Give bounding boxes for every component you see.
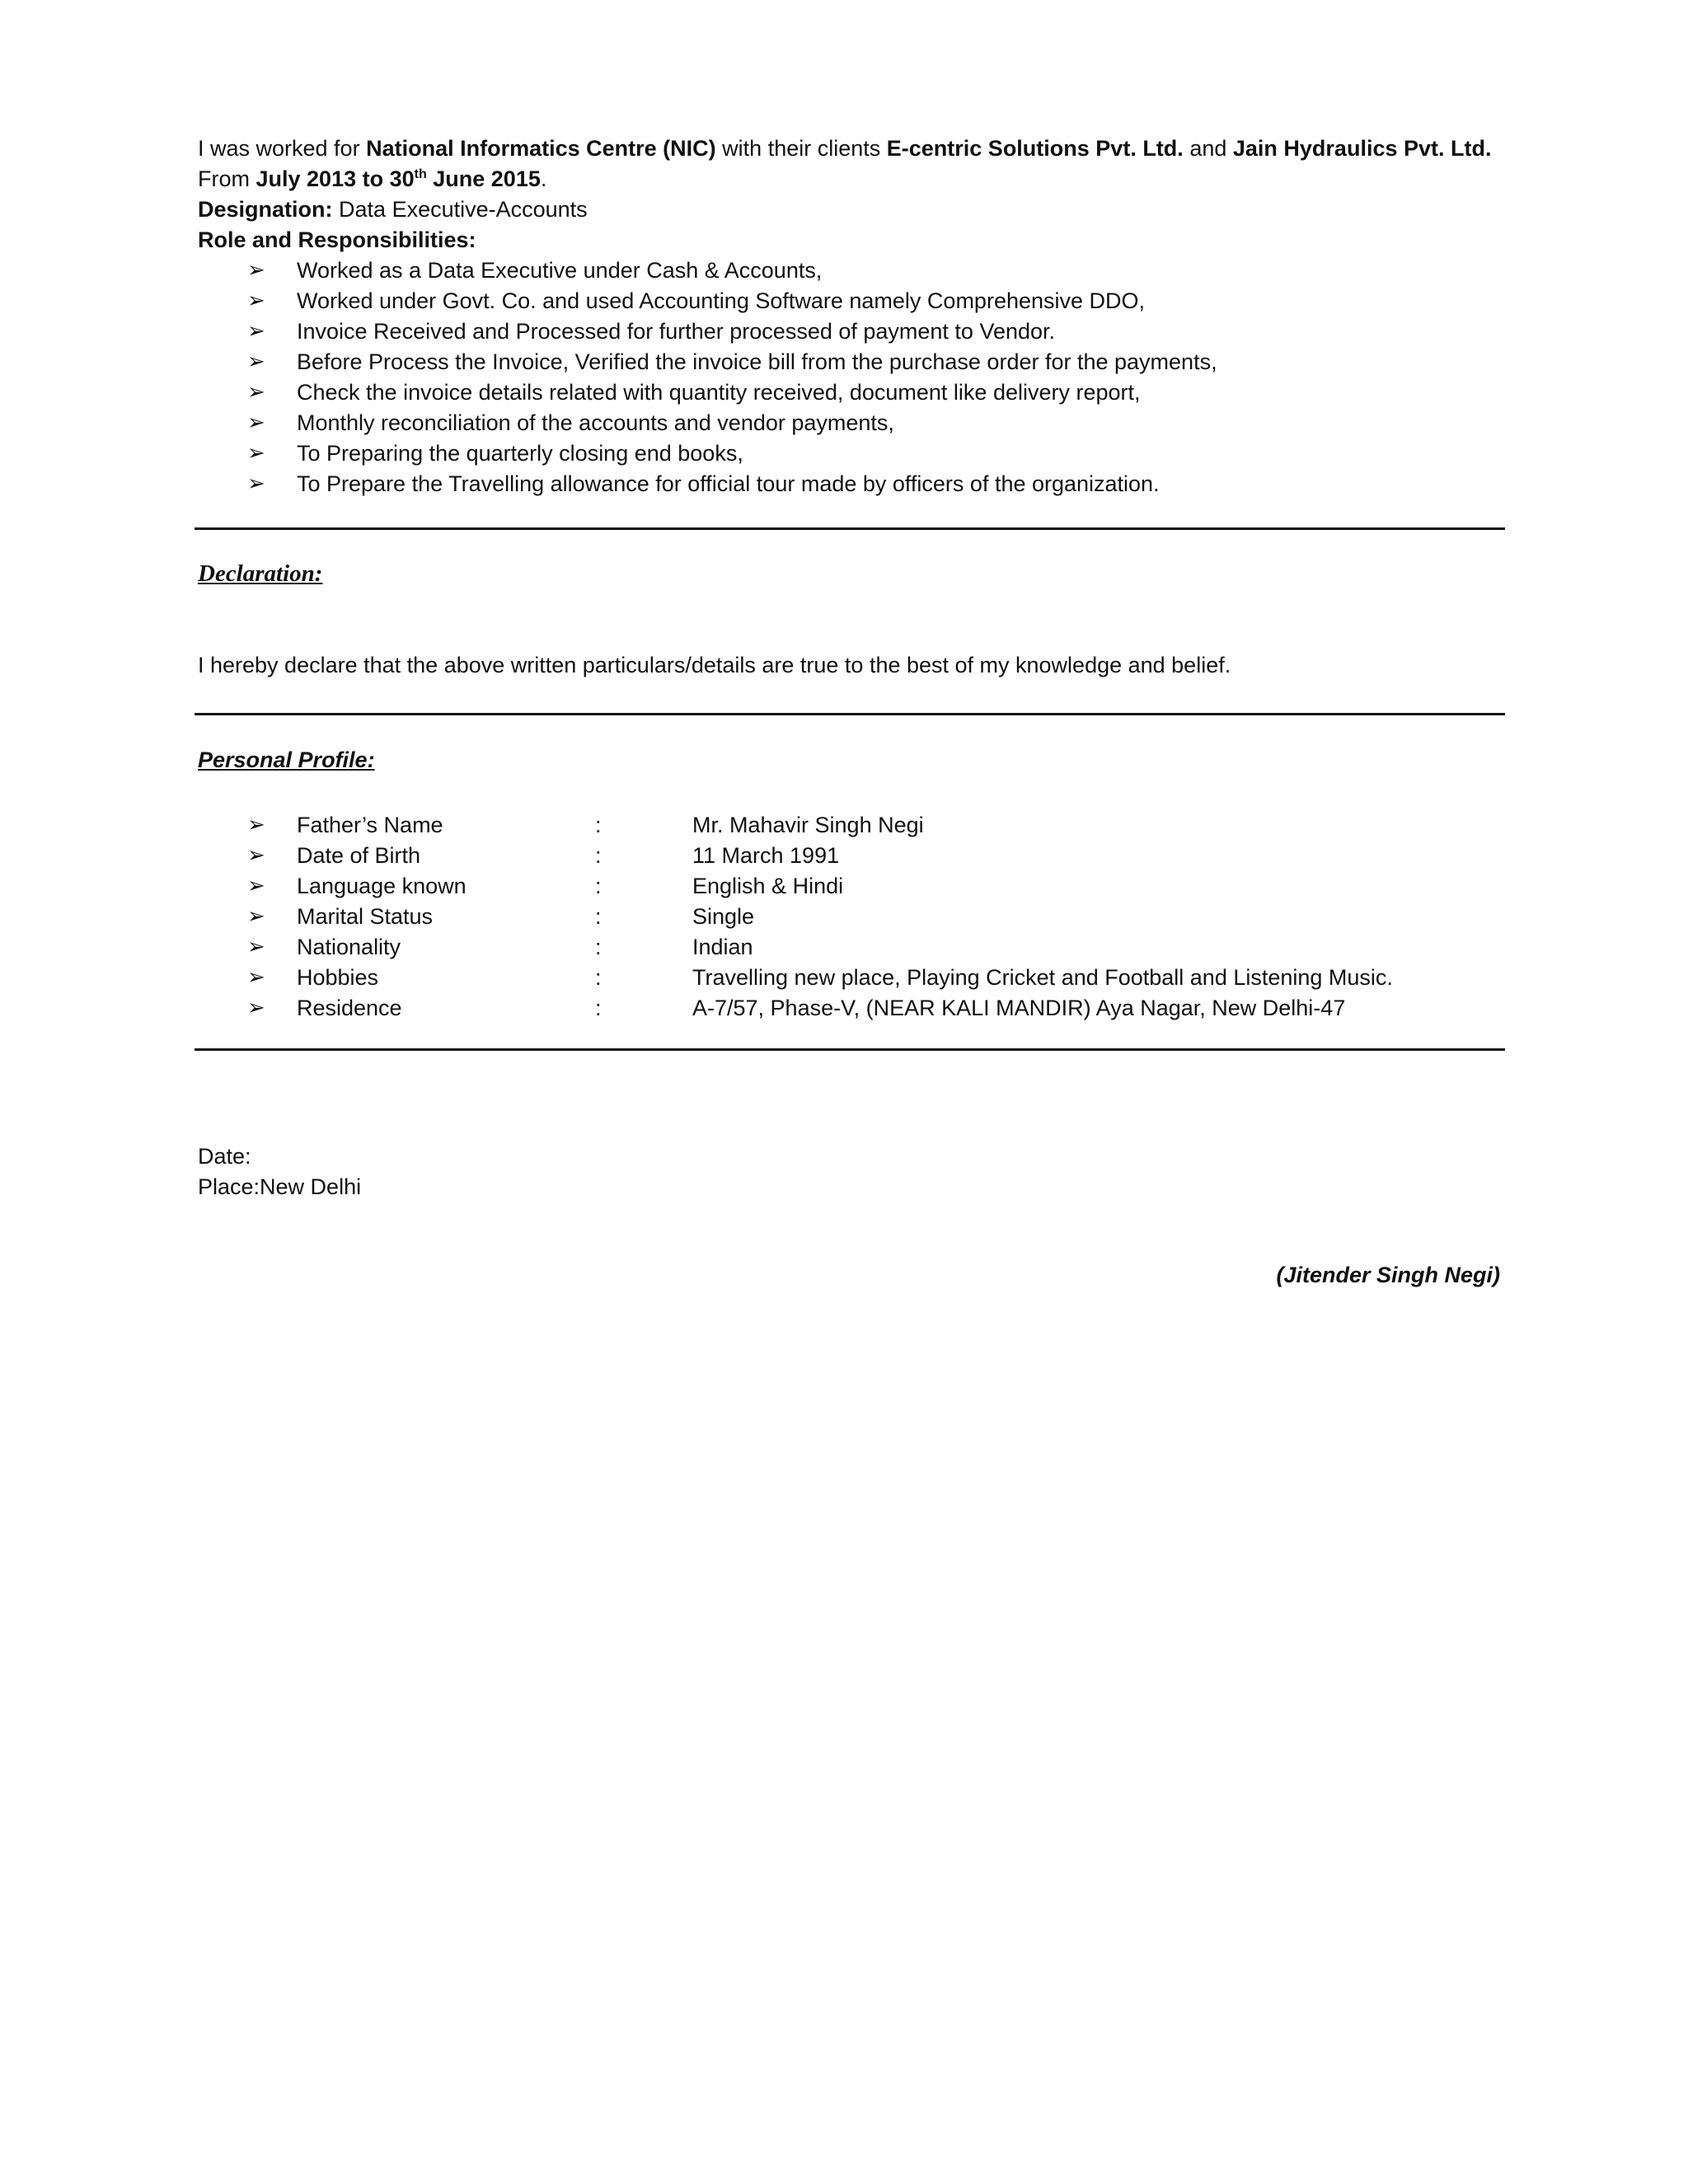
- list-item-text: Worked as a Data Executive under Cash & Accounts,: [297, 258, 823, 283]
- signature-name: (Jitender Singh Negi): [1276, 1263, 1500, 1287]
- list-item: [247, 316, 1484, 347]
- list-item-text: Worked under Govt. Co. and used Accounting Software namely Comprehensive DDO,: [297, 288, 1146, 313]
- profile-label: Residence: [297, 996, 402, 1020]
- date-line: [198, 1141, 361, 1172]
- profile-row: [247, 841, 1484, 871]
- intro-prefix: I was worked for: [198, 136, 360, 161]
- period-superscript: th: [414, 167, 427, 181]
- place-value: New Delhi: [260, 1174, 362, 1199]
- arrow-bullet-icon: ➢: [247, 843, 265, 868]
- arrow-bullet-icon: ➢: [247, 471, 265, 496]
- profile-value: Indian: [692, 935, 753, 959]
- section-divider: [195, 527, 1505, 530]
- arrow-bullet-icon: ➢: [247, 996, 265, 1020]
- profile-separator: :: [595, 904, 602, 929]
- profile-separator: :: [595, 813, 602, 837]
- list-item-text: To Preparing the quarterly closing end books,: [297, 441, 743, 466]
- list-item-text: Before Process the Invoice, Verified the invoice bill from the purchase order for the payments,: [297, 349, 1217, 374]
- place-label: Place:: [198, 1174, 260, 1199]
- profile-row: [247, 963, 1484, 993]
- roles-heading-text: Role and Responsibilities:: [198, 227, 476, 252]
- list-item: [247, 255, 1484, 286]
- list-item-text: Invoice Received and Processed for further processed of payment to Vendor.: [297, 319, 1056, 344]
- profile-value: A-7/57, Phase-V, (NEAR KALI MANDIR) Aya Nagar, New Delhi-47: [692, 996, 1346, 1020]
- profile-label: Language known: [297, 874, 467, 898]
- profile-value: Travelling new place, Playing Cricket and Football and Listening Music.: [692, 965, 1393, 990]
- responsibilities-list: [247, 255, 1484, 499]
- list-item-text: Check the invoice details related with quantity received, document like delivery report,: [297, 380, 1141, 405]
- arrow-bullet-icon: ➢: [247, 380, 265, 405]
- list-item: [247, 408, 1484, 438]
- arrow-bullet-icon: ➢: [247, 813, 265, 837]
- employer-name: National Informatics Centre (NIC): [366, 136, 716, 161]
- arrow-bullet-icon: ➢: [247, 935, 265, 959]
- profile-separator: :: [595, 935, 602, 959]
- period-start: July 2013 to 30: [256, 166, 415, 191]
- arrow-bullet-icon: ➢: [247, 965, 265, 990]
- client-1-name: E-centric Solutions Pvt. Ltd.: [886, 136, 1184, 161]
- from-label: From: [198, 166, 250, 191]
- profile-row: [247, 932, 1484, 963]
- place-line: [198, 1172, 361, 1202]
- arrow-bullet-icon: ➢: [247, 258, 265, 283]
- employment-line: [198, 134, 1500, 164]
- profile-label: Nationality: [297, 935, 401, 959]
- arrow-bullet-icon: ➢: [247, 441, 265, 466]
- designation-label: Designation:: [198, 197, 333, 222]
- list-item-text: To Prepare the Travelling allowance for official tour made by officers of the organization.: [297, 471, 1160, 496]
- experience-section: [198, 134, 1500, 255]
- profile-value: Mr. Mahavir Singh Negi: [692, 813, 924, 837]
- profile-row: [247, 871, 1484, 902]
- profile-label: Date of Birth: [297, 843, 421, 868]
- profile-separator: :: [595, 843, 602, 868]
- profile-row: [247, 993, 1484, 1024]
- section-divider: [195, 1048, 1505, 1051]
- arrow-bullet-icon: ➢: [247, 349, 265, 374]
- period-line: [198, 164, 1500, 194]
- period-end: June 2015: [433, 166, 541, 191]
- profile-row: [247, 902, 1484, 932]
- profile-label: Father’s Name: [297, 813, 443, 837]
- list-item: [247, 377, 1484, 408]
- profile-label: Hobbies: [297, 965, 379, 990]
- profile-value: Single: [692, 904, 755, 929]
- section-divider: [195, 713, 1505, 715]
- date-label: Date:: [198, 1144, 251, 1169]
- profile-separator: :: [595, 996, 602, 1020]
- period-value: [256, 166, 541, 191]
- profile-separator: :: [595, 965, 602, 990]
- and-text: and: [1189, 136, 1227, 161]
- arrow-bullet-icon: ➢: [247, 288, 265, 313]
- personal-profile-title: Personal Profile:: [198, 748, 375, 772]
- list-item: [247, 469, 1484, 499]
- profile-value: English & Hindi: [692, 874, 844, 898]
- client-2-name: Jain Hydraulics Pvt. Ltd.: [1232, 136, 1492, 161]
- period-dot: .: [540, 166, 547, 191]
- declaration-title: Declaration:: [198, 560, 323, 587]
- profile-label: Marital Status: [297, 904, 434, 929]
- arrow-bullet-icon: ➢: [247, 874, 265, 898]
- arrow-bullet-icon: ➢: [247, 904, 265, 929]
- list-item: [247, 286, 1484, 316]
- roles-heading: [198, 225, 1500, 255]
- profile-row: [247, 810, 1484, 841]
- arrow-bullet-icon: ➢: [247, 319, 265, 344]
- footer: [198, 1141, 361, 1202]
- list-item: [247, 347, 1484, 377]
- declaration-text: I hereby declare that the above written particulars/details are true to the best of my knowledge and belief.: [198, 653, 1231, 677]
- list-item: [247, 438, 1484, 469]
- personal-profile-list: [247, 810, 1484, 1024]
- profile-value: 11 March 1991: [692, 843, 840, 868]
- with-clients-text: with their clients: [722, 136, 881, 161]
- designation-value: Data Executive-Accounts: [339, 197, 588, 222]
- arrow-bullet-icon: ➢: [247, 410, 265, 435]
- list-item-text: Monthly reconciliation of the accounts and vendor payments,: [297, 410, 894, 435]
- profile-separator: :: [595, 874, 602, 898]
- designation-line: [198, 194, 1500, 225]
